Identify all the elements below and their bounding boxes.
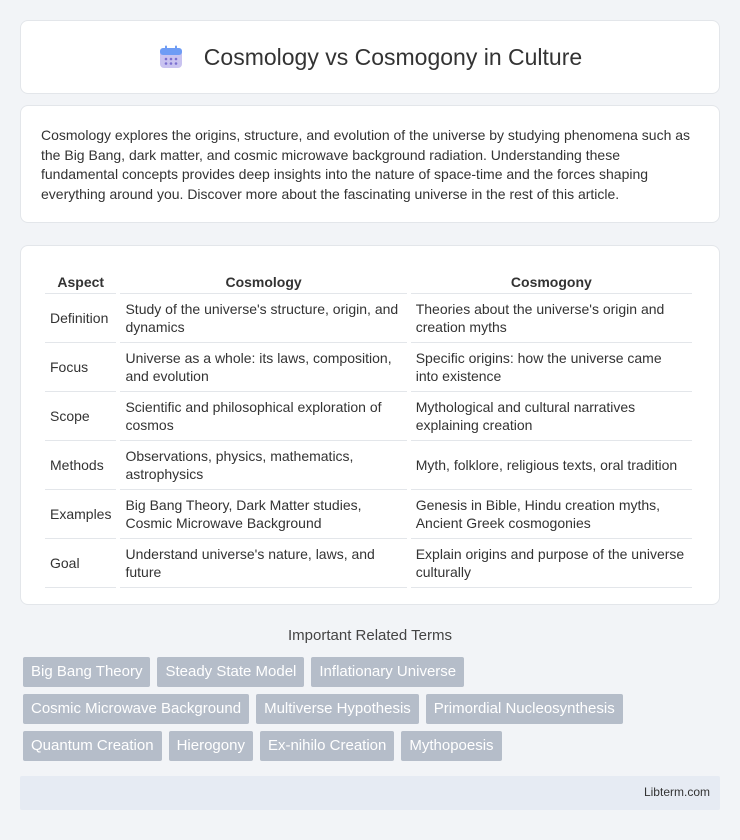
tag-quantum-creation[interactable]: Quantum Creation bbox=[23, 731, 162, 761]
cosmology-cell: Study of the universe's structure, origin, and dynamics bbox=[120, 294, 406, 343]
cosmogony-cell: Genesis in Bible, Hindu creation myths, Ancient Greek cosmogonies bbox=[411, 490, 692, 539]
tag-primordial-nucleosynthesis[interactable]: Primordial Nucleosynthesis bbox=[426, 694, 623, 724]
table-row bbox=[45, 490, 692, 539]
aspect-cell: Goal bbox=[45, 539, 116, 588]
tag-steady-state-model[interactable]: Steady State Model bbox=[157, 657, 304, 687]
calendar-icon bbox=[158, 44, 184, 70]
comparison-table bbox=[41, 264, 696, 588]
cosmology-cell: Universe as a whole: its laws, composition, and evolution bbox=[120, 343, 406, 392]
tag-multiverse-hypothesis[interactable]: Multiverse Hypothesis bbox=[256, 694, 419, 724]
aspect-cell: Scope bbox=[45, 392, 116, 441]
table-row bbox=[45, 441, 692, 490]
column-header-cosmogony: Cosmogony bbox=[411, 264, 692, 294]
tag-big-bang-theory[interactable]: Big Bang Theory bbox=[23, 657, 150, 687]
table-row bbox=[45, 392, 692, 441]
header-card bbox=[20, 20, 720, 94]
comparison-card bbox=[20, 245, 720, 605]
table-row bbox=[45, 294, 692, 343]
cosmology-cell: Big Bang Theory, Dark Matter studies, Cosmic Microwave Background bbox=[120, 490, 406, 539]
cosmogony-cell: Myth, folklore, religious texts, oral tradition bbox=[411, 441, 692, 490]
table-header-row bbox=[45, 264, 692, 294]
cosmogony-cell: Specific origins: how the universe came into existence bbox=[411, 343, 692, 392]
cosmogony-cell: Mythological and cultural narratives explaining creation bbox=[411, 392, 692, 441]
cosmology-cell: Understand universe's nature, laws, and future bbox=[120, 539, 406, 588]
intro-card bbox=[20, 105, 720, 223]
tag-hierogony[interactable]: Hierogony bbox=[169, 731, 253, 761]
tag-mythopoesis[interactable]: Mythopoesis bbox=[401, 731, 501, 761]
cosmogony-cell: Theories about the universe's origin and creation myths bbox=[411, 294, 692, 343]
tag-row bbox=[23, 731, 723, 761]
tag-ex-nihilo-creation[interactable]: Ex-nihilo Creation bbox=[260, 731, 394, 761]
tag-row bbox=[23, 657, 723, 687]
cosmogony-cell: Explain origins and purpose of the universe culturally bbox=[411, 539, 692, 588]
page-title: Cosmology vs Cosmogony in Culture bbox=[203, 43, 583, 70]
related-terms-list bbox=[23, 657, 723, 768]
aspect-cell: Definition bbox=[45, 294, 116, 343]
footer-site-link[interactable]: Libterm.com bbox=[643, 785, 710, 799]
table-row bbox=[45, 343, 692, 392]
aspect-cell: Examples bbox=[45, 490, 116, 539]
footer bbox=[20, 776, 720, 810]
aspect-cell: Focus bbox=[45, 343, 116, 392]
cosmology-cell: Observations, physics, mathematics, astrophysics bbox=[120, 441, 406, 490]
column-header-aspect: Aspect bbox=[45, 264, 116, 294]
table-row bbox=[45, 539, 692, 588]
tag-row bbox=[23, 694, 723, 724]
cosmology-cell: Scientific and philosophical exploration of cosmos bbox=[120, 392, 406, 441]
tag-inflationary-universe[interactable]: Inflationary Universe bbox=[311, 657, 464, 687]
intro-text: Cosmology explores the origins, structure, and evolution of the universe by studying phenomena such as the Big Bang, dark matter, and cosmic microwave background radiation. Understanding these fundamental concepts provides deep insights into the nature of space-time and the forces shaping everything around you. Discover more about the fascinating universe in the rest of this article. bbox=[41, 127, 691, 202]
tag-cosmic-microwave-background[interactable]: Cosmic Microwave Background bbox=[23, 694, 249, 724]
column-header-cosmology: Cosmology bbox=[120, 264, 406, 294]
aspect-cell: Methods bbox=[45, 441, 116, 490]
related-terms-heading: Important Related Terms bbox=[288, 627, 452, 644]
